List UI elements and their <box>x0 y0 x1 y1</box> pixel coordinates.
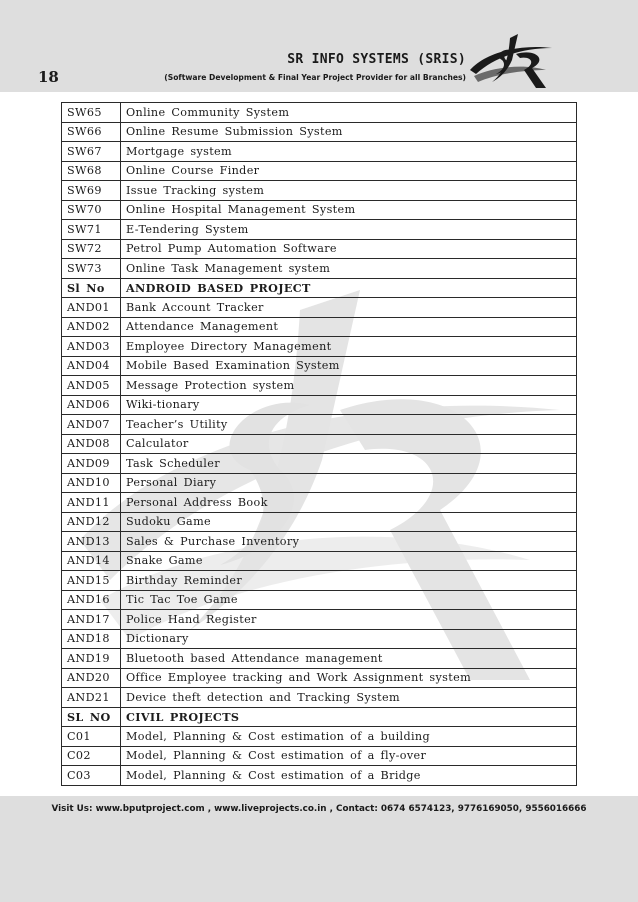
table-row <box>62 551 577 571</box>
company-name: SR INFO SYSTEMS (SRIS) <box>287 52 466 67</box>
table-row <box>62 181 577 201</box>
project-name: Device theft detection and Tracking System <box>121 688 577 708</box>
table-row <box>62 142 577 162</box>
table-row <box>62 746 577 766</box>
project-table <box>61 102 577 786</box>
footer-contact: Visit Us: www.bputproject.com , www.liveprojects.co.in , Contact: 0674 6574123, 9776169050, 9556016666 <box>51 804 587 814</box>
table-row <box>62 103 577 123</box>
table-row <box>62 454 577 474</box>
project-code: AND10 <box>62 473 121 493</box>
project-name: Office Employee tracking and Work Assignment system <box>121 668 577 688</box>
table-row <box>62 590 577 610</box>
table-row <box>62 395 577 415</box>
table-row <box>62 512 577 532</box>
project-code: AND04 <box>62 356 121 376</box>
project-code: AND18 <box>62 629 121 649</box>
project-name: Online Resume Submission System <box>121 122 577 142</box>
project-name: E-Tendering System <box>121 220 577 240</box>
project-code: SW67 <box>62 142 121 162</box>
table-row <box>62 473 577 493</box>
project-name: Birthday Reminder <box>121 571 577 591</box>
project-code: AND08 <box>62 434 121 454</box>
table-row <box>62 649 577 669</box>
project-name: Online Course Finder <box>121 161 577 181</box>
table-row <box>62 220 577 240</box>
project-code: AND02 <box>62 317 121 337</box>
project-name: Online Hospital Management System <box>121 200 577 220</box>
project-name: Tic Tac Toe Game <box>121 590 577 610</box>
project-name: Personal Diary <box>121 473 577 493</box>
project-code: SW68 <box>62 161 121 181</box>
project-name: Employee Directory Management <box>121 337 577 357</box>
section-code-header: Sl No <box>62 278 121 298</box>
table-row <box>62 200 577 220</box>
project-code: AND15 <box>62 571 121 591</box>
table-row <box>62 532 577 552</box>
project-name: Online Community System <box>121 103 577 123</box>
project-name: Message Protection system <box>121 376 577 396</box>
project-code: AND20 <box>62 668 121 688</box>
table-row <box>62 356 577 376</box>
project-code: AND03 <box>62 337 121 357</box>
project-name: Wiki-tionary <box>121 395 577 415</box>
project-name: Model, Planning & Cost estimation of a Bridge <box>121 766 577 786</box>
project-name: Online Task Management system <box>121 259 577 279</box>
project-name: Sudoku Game <box>121 512 577 532</box>
project-name: Petrol Pump Automation Software <box>121 239 577 259</box>
project-name: Bank Account Tracker <box>121 298 577 318</box>
project-code: AND07 <box>62 415 121 435</box>
page-number: 18 <box>38 68 59 86</box>
project-code: AND01 <box>62 298 121 318</box>
table-row <box>62 434 577 454</box>
table-row <box>62 571 577 591</box>
project-name: Issue Tracking system <box>121 181 577 201</box>
table-row <box>62 376 577 396</box>
table-row <box>62 239 577 259</box>
project-code: AND06 <box>62 395 121 415</box>
project-code: SW69 <box>62 181 121 201</box>
project-code: SW73 <box>62 259 121 279</box>
table-row <box>62 298 577 318</box>
project-code: AND21 <box>62 688 121 708</box>
project-code: AND09 <box>62 454 121 474</box>
table-row <box>62 122 577 142</box>
project-name: Model, Planning & Cost estimation of a fly-over <box>121 746 577 766</box>
project-name: Task Scheduler <box>121 454 577 474</box>
section-title: ANDROID BASED PROJECT <box>121 278 577 298</box>
project-name: Personal Address Book <box>121 493 577 513</box>
project-name: Teacher’s Utility <box>121 415 577 435</box>
project-code: C02 <box>62 746 121 766</box>
table-row <box>62 766 577 786</box>
project-code: AND05 <box>62 376 121 396</box>
project-code: AND16 <box>62 590 121 610</box>
project-code: SW72 <box>62 239 121 259</box>
table-row <box>62 259 577 279</box>
table-row <box>62 337 577 357</box>
project-name: Snake Game <box>121 551 577 571</box>
table-row <box>62 161 577 181</box>
project-name: Dictionary <box>121 629 577 649</box>
sris-logo <box>466 30 556 92</box>
project-name: Bluetooth based Attendance management <box>121 649 577 669</box>
project-name: Calculator <box>121 434 577 454</box>
project-name: Police Hand Register <box>121 610 577 630</box>
table-row <box>62 727 577 747</box>
project-code: AND11 <box>62 493 121 513</box>
table-row <box>62 688 577 708</box>
project-code: SW66 <box>62 122 121 142</box>
section-header-row <box>62 707 577 727</box>
project-name: Mobile Based Examination System <box>121 356 577 376</box>
project-name: Model, Planning & Cost estimation of a building <box>121 727 577 747</box>
project-code: AND19 <box>62 649 121 669</box>
project-code: AND14 <box>62 551 121 571</box>
section-header-row <box>62 278 577 298</box>
table-row <box>62 668 577 688</box>
project-code: SW65 <box>62 103 121 123</box>
section-title: CIVIL PROJECTS <box>121 707 577 727</box>
project-name: Attendance Management <box>121 317 577 337</box>
project-code: C01 <box>62 727 121 747</box>
table-row <box>62 493 577 513</box>
table-row <box>62 610 577 630</box>
table-row <box>62 317 577 337</box>
project-code: AND12 <box>62 512 121 532</box>
project-code: SW71 <box>62 220 121 240</box>
project-code: C03 <box>62 766 121 786</box>
project-code: SW70 <box>62 200 121 220</box>
table-row <box>62 629 577 649</box>
project-name: Mortgage system <box>121 142 577 162</box>
project-name: Sales & Purchase Inventory <box>121 532 577 552</box>
company-tagline: (Software Development & Final Year Project Provider for all Branches) <box>164 73 466 82</box>
section-code-header: SL NO <box>62 707 121 727</box>
project-code: AND17 <box>62 610 121 630</box>
project-code: AND13 <box>62 532 121 552</box>
table-row <box>62 415 577 435</box>
